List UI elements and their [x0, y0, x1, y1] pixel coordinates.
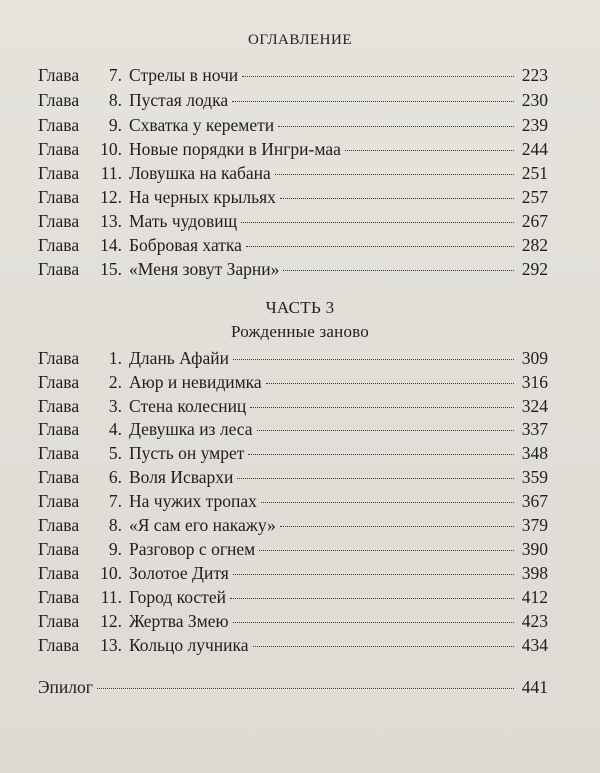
entry-word: Глава [38, 211, 80, 231]
toc-entry [38, 514, 548, 536]
toc-entry [38, 114, 548, 136]
entry-word: Глава [38, 65, 80, 85]
toc-entry [38, 210, 548, 232]
entry-word: Глава [38, 372, 80, 392]
toc-entry [38, 138, 548, 160]
entry-page: 434 [521, 635, 548, 655]
entry-word: Глава [38, 419, 80, 439]
dot-leader [241, 222, 514, 223]
part-heading: ЧАСТЬ 3 [265, 298, 335, 317]
dot-leader [280, 526, 514, 527]
entry-title: Аюр и невидимка [129, 372, 262, 392]
toc-entry [38, 538, 548, 560]
entry-title: Стрелы в ночи [129, 65, 239, 85]
dot-leader [257, 430, 514, 431]
entry-word: Глава [38, 515, 80, 535]
toc-entry [38, 562, 548, 584]
entry-number: 9. [108, 115, 122, 135]
dot-leader [97, 688, 514, 689]
entry-title: Пустая лодка [129, 90, 229, 110]
entry-page: 390 [521, 539, 548, 559]
entry-title: Схватка у керемети [129, 115, 275, 135]
entry-word: Глава [38, 235, 80, 255]
entry-number: 10. [100, 139, 122, 159]
entry-title: «Меня зовут Зарни» [129, 259, 280, 279]
entry-word: Глава [38, 491, 80, 511]
entry-page: 423 [521, 611, 548, 631]
entry-word: Глава [38, 259, 80, 279]
entry-title: Новые порядки в Ингри-маа [129, 139, 341, 159]
toc-entry [38, 162, 548, 184]
entry-title: Стена колесниц [129, 396, 247, 416]
entry-page: 398 [521, 563, 548, 583]
entry-page: 379 [521, 515, 548, 535]
entry-word: Глава [38, 163, 80, 183]
toc-entry [38, 89, 548, 111]
dot-leader [246, 246, 514, 247]
entry-page: 267 [521, 211, 548, 231]
entry-page: 244 [521, 139, 548, 159]
toc-entry [38, 64, 548, 86]
entry-number: 3. [108, 396, 122, 416]
entry-number: 8. [108, 90, 122, 110]
entry-title: Девушка из леса [129, 419, 253, 439]
entry-word: Глава [38, 539, 80, 559]
entry-word: Глава [38, 396, 80, 416]
entry-title: На чужих тропах [129, 491, 257, 511]
toc-entry [38, 371, 548, 393]
entry-number: 7. [108, 65, 122, 85]
entry-title: Ловушка на кабана [129, 163, 271, 183]
entry-page: 367 [521, 491, 548, 511]
toc-entry [38, 442, 548, 464]
entry-number: 6. [108, 467, 122, 487]
entry-number: 13. [100, 635, 122, 655]
entry-page: 412 [521, 587, 548, 607]
entry-page: 337 [521, 419, 548, 439]
dot-leader [230, 598, 514, 599]
entry-word: Глава [38, 563, 80, 583]
entry-number: 12. [100, 187, 122, 207]
entry-page: 316 [521, 372, 548, 392]
entry-title: Бобровая хатка [129, 235, 242, 255]
dot-leader [248, 454, 514, 455]
entry-word: Глава [38, 348, 80, 368]
toc-entry [38, 586, 548, 608]
entry-title: На черных крыльях [129, 187, 276, 207]
dot-leader [283, 270, 514, 271]
toc-entry [38, 347, 548, 369]
entry-title: «Я сам его накажу» [129, 515, 276, 535]
entry-number: 11. [100, 587, 122, 607]
entry-page: 239 [521, 115, 548, 135]
toc-entry [38, 610, 548, 632]
dot-leader [233, 622, 514, 623]
dot-leader [237, 478, 514, 479]
entry-title: Разговор с огнем [129, 539, 256, 559]
entry-title: Кольцо лучника [129, 635, 249, 655]
entry-title: Золотое Дитя [129, 563, 229, 583]
toc-entry [38, 395, 548, 417]
toc-entry [38, 234, 548, 256]
dot-leader [266, 383, 514, 384]
entry-word: Глава [38, 467, 80, 487]
toc-entry [38, 634, 548, 656]
toc-heading: ОГЛАВЛЕНИЕ [248, 32, 352, 48]
dot-leader [232, 101, 514, 102]
entry-number: 10. [100, 563, 122, 583]
entry-number: 9. [108, 539, 122, 559]
epilogue-page: 441 [521, 677, 548, 697]
epilogue-title: Эпилог [38, 677, 93, 697]
entry-title: Город костей [129, 587, 226, 607]
entry-title: Воля Исвархи [129, 467, 234, 487]
entry-page: 251 [521, 163, 548, 183]
entry-number: 4. [108, 419, 122, 439]
entry-page: 359 [521, 467, 548, 487]
entry-word: Глава [38, 611, 80, 631]
entry-title: Длань Афайи [129, 348, 229, 368]
entry-word: Глава [38, 90, 80, 110]
dot-leader [250, 407, 514, 408]
entry-page: 309 [521, 348, 548, 368]
entry-word: Глава [38, 139, 80, 159]
entry-title: Пусть он умрет [129, 443, 245, 463]
entry-title: Жертва Змею [129, 611, 229, 631]
entry-page: 282 [521, 235, 548, 255]
entry-page: 230 [521, 90, 548, 110]
entry-word: Глава [38, 635, 80, 655]
toc-entry [38, 466, 548, 488]
entry-word: Глава [38, 443, 80, 463]
part-subtitle: Рожденные заново [231, 322, 369, 341]
entry-number: 11. [100, 163, 122, 183]
dot-leader [259, 550, 514, 551]
toc-entry [38, 490, 548, 512]
dot-leader [261, 502, 514, 503]
toc-entry [38, 186, 548, 208]
toc-entry [38, 258, 548, 280]
epilogue-entry [38, 676, 548, 698]
entry-page: 324 [521, 396, 548, 416]
entry-page: 257 [521, 187, 548, 207]
dot-leader [242, 76, 514, 77]
entry-word: Глава [38, 587, 80, 607]
dot-leader [345, 150, 514, 151]
entry-page: 292 [521, 259, 548, 279]
dot-leader [233, 359, 514, 360]
entry-number: 14. [100, 235, 122, 255]
entry-number: 8. [108, 515, 122, 535]
dot-leader [275, 174, 514, 175]
dot-leader [280, 198, 514, 199]
entry-number: 2. [108, 372, 122, 392]
dot-leader [278, 126, 514, 127]
toc-entry [38, 418, 548, 440]
entry-number: 15. [100, 259, 122, 279]
entry-page: 348 [521, 443, 548, 463]
entry-number: 7. [108, 491, 122, 511]
entry-word: Глава [38, 187, 80, 207]
entry-number: 5. [108, 443, 122, 463]
dot-leader [253, 646, 514, 647]
entry-number: 13. [100, 211, 122, 231]
entry-page: 223 [521, 65, 548, 85]
entry-number: 12. [100, 611, 122, 631]
entry-title: Мать чудовищ [129, 211, 238, 231]
dot-leader [233, 574, 514, 575]
entry-word: Глава [38, 115, 80, 135]
entry-number: 1. [108, 348, 122, 368]
